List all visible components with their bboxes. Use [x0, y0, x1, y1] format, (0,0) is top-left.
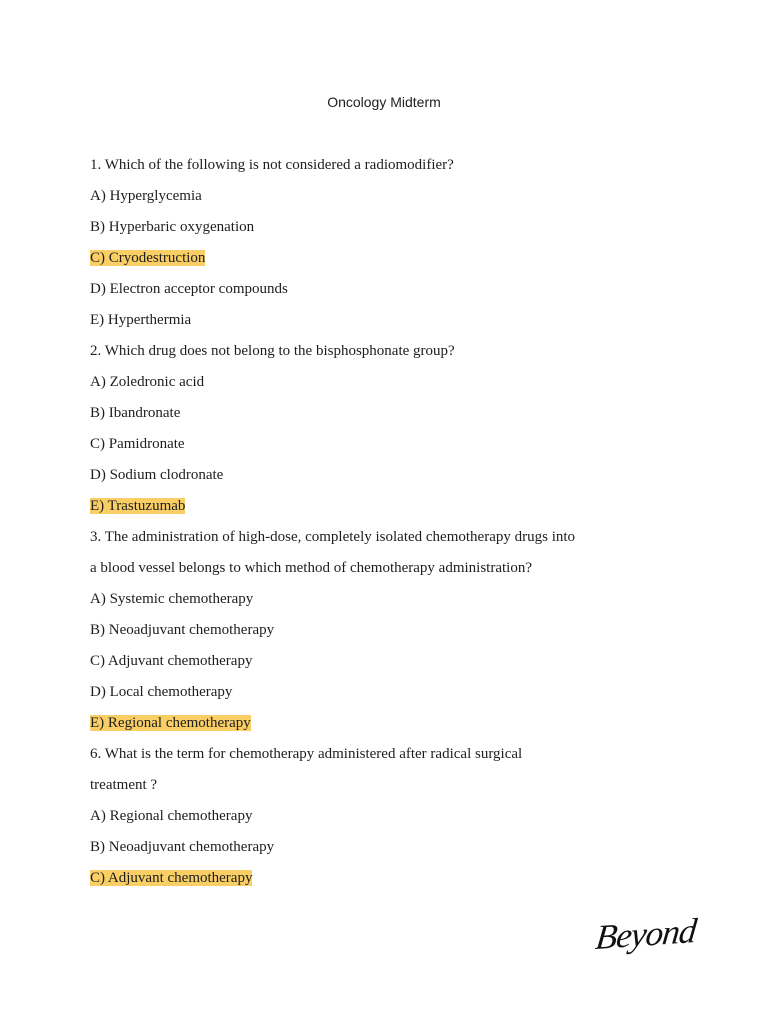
question-6-option-a — [90, 801, 575, 832]
question-2-prompt: 2. Which drug does not belong to the bisphosphonate group? — [90, 343, 455, 359]
question-3-option-c — [90, 646, 575, 677]
option-text: C) Cryodestruction — [90, 250, 206, 266]
question-6-prompt-line-1: 6. What is the term for chemotherapy administered after radical surgical — [90, 746, 523, 762]
option-text: B) Ibandronate — [90, 405, 181, 421]
question-list — [90, 150, 575, 894]
option-text: A) Systemic chemotherapy — [90, 591, 254, 607]
option-text: C) Adjuvant chemotherapy — [90, 870, 253, 886]
option-text: A) Hyperglycemia — [90, 188, 202, 204]
question-1-option-b — [90, 212, 575, 243]
question-3-prompt-line-2: a blood vessel belongs to which method of chemotherapy administration? — [90, 560, 532, 576]
question-2-option-e — [90, 491, 575, 522]
question-3-option-b — [90, 615, 575, 646]
question-6-option-b — [90, 832, 575, 863]
question-3-prompt-line-1: 3. The administration of high-dose, completely isolated chemotherapy drugs into — [90, 529, 576, 545]
option-text: D) Local chemotherapy — [90, 684, 233, 700]
option-text: E) Regional chemotherapy — [90, 715, 251, 731]
question-1-option-a — [90, 181, 575, 212]
question-2-option-a — [90, 367, 575, 398]
question-1-option-e — [90, 305, 575, 336]
document-title: Oncology Midterm — [327, 94, 441, 110]
option-text: C) Pamidronate — [90, 436, 185, 452]
option-text: E) Hyperthermia — [90, 312, 192, 328]
option-text: A) Regional chemotherapy — [90, 808, 253, 824]
question-2-option-b — [90, 398, 575, 429]
question-3-option-a — [90, 584, 575, 615]
question-1-option-d — [90, 274, 575, 305]
question-2-option-d — [90, 460, 575, 491]
question-6-prompt-line-2: treatment ? — [90, 777, 158, 793]
option-text: C) Adjuvant chemotherapy — [90, 653, 253, 669]
question-3-option-e — [90, 708, 575, 739]
option-text: D) Sodium clodronate — [90, 467, 224, 483]
question-6-option-c — [90, 863, 575, 894]
option-text: E) Trastuzumab — [90, 498, 186, 514]
question-1-option-c — [90, 243, 575, 274]
question-1-prompt: 1. Which of the following is not considered a radiomodifier? — [90, 157, 454, 173]
question-3-option-d — [90, 677, 575, 708]
option-text: A) Zoledronic acid — [90, 374, 205, 390]
option-text: B) Neoadjuvant chemotherapy — [90, 622, 275, 638]
signature: Beyond — [593, 911, 698, 957]
option-text: B) Neoadjuvant chemotherapy — [90, 839, 275, 855]
question-2-option-c — [90, 429, 575, 460]
option-text: B) Hyperbaric oxygenation — [90, 219, 255, 235]
option-text: D) Electron acceptor compounds — [90, 281, 288, 297]
